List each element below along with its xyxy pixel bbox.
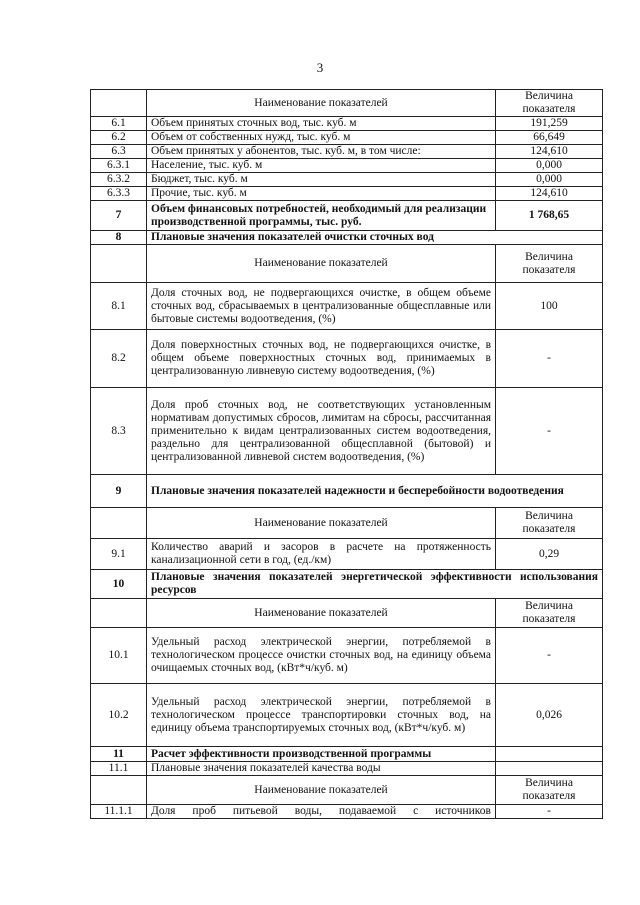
row-text: Доля проб сточных вод, не соответствующих установленным нормативам допустимых сбросов, лимитам на сбросы, рассчитанная применительно к видам централизованных систем водоотведения, раздельно для централизованной общесплавной (бытовой) и централизованной ливневой систем водоотведения, (%) bbox=[147, 388, 496, 475]
section-11-title-row bbox=[91, 747, 603, 762]
table-row bbox=[91, 131, 603, 145]
row-number: 6.3.2 bbox=[91, 173, 147, 187]
row-value: - bbox=[496, 628, 603, 684]
table-header-row bbox=[91, 776, 603, 805]
row-number: 6.3.1 bbox=[91, 159, 147, 173]
financial-needs-row bbox=[91, 201, 603, 231]
header-name: Наименование показателей bbox=[147, 776, 496, 805]
table-row bbox=[91, 159, 603, 173]
section-10-title-row bbox=[91, 570, 603, 599]
row-number: 11.1.1 bbox=[91, 805, 147, 819]
table-row bbox=[91, 684, 603, 747]
table-header-row bbox=[91, 599, 603, 628]
section-title: Плановые значения показателей энергетической эффективности использования ресурсов bbox=[147, 570, 603, 599]
section-number: 11 bbox=[91, 747, 147, 762]
header-value: Величина показателя bbox=[496, 776, 603, 805]
table-row bbox=[91, 283, 603, 330]
row-text: Доля поверхностных сточных вод, не подвергающихся очистке, в общем объеме поверхностных сточных вод, принимаемых в централизованную ливневую систему водоотведения, (%) bbox=[147, 330, 496, 388]
row-value: 191,259 bbox=[496, 117, 603, 131]
section-title: Плановые значения показателей надежности и бесперебойности водоотведения bbox=[147, 475, 603, 508]
row-value: 0,000 bbox=[496, 159, 603, 173]
row-number: 8.1 bbox=[91, 283, 147, 330]
row-text: Объем принятых у абонентов, тыс. куб. м, в том числе: bbox=[147, 145, 496, 159]
table-row bbox=[91, 173, 603, 187]
row-text: Объем финансовых потребностей, необходимый для реализации производственной программы, тыс. руб. bbox=[147, 201, 496, 231]
row-number: 9.1 bbox=[91, 539, 147, 570]
table-row bbox=[91, 145, 603, 159]
indicators-table bbox=[90, 89, 603, 819]
row-text: Объем от собственных нужд, тыс. куб. м bbox=[147, 131, 496, 145]
row-value: - bbox=[496, 805, 603, 819]
row-text: Удельный расход электрической энергии, потребляемой в технологическом процессе очистки сточных вод, на единицу объема очищаемых сточных вод, (кВт*ч/куб. м) bbox=[147, 628, 496, 684]
row-number: 10.2 bbox=[91, 684, 147, 747]
table-row bbox=[91, 805, 603, 819]
row-value: 124,610 bbox=[496, 145, 603, 159]
page-number: 3 bbox=[316, 60, 324, 75]
section-number: 10 bbox=[91, 570, 147, 599]
row-number: 7 bbox=[91, 201, 147, 231]
row-number: 6.3.3 bbox=[91, 187, 147, 201]
row-number: 6.1 bbox=[91, 117, 147, 131]
header-name: Наименование показателей bbox=[147, 90, 496, 117]
row-number: 8.3 bbox=[91, 388, 147, 475]
row-text: Прочие, тыс. куб. м bbox=[147, 187, 496, 201]
row-number: 6.3 bbox=[91, 145, 147, 159]
subsection-title: Плановые значения показателей качества воды bbox=[147, 762, 496, 776]
table-row bbox=[91, 628, 603, 684]
section-number: 9 bbox=[91, 475, 147, 508]
row-number: 8.2 bbox=[91, 330, 147, 388]
row-value: 66,649 bbox=[496, 131, 603, 145]
section-title: Расчет эффективности производственной программы bbox=[147, 747, 496, 762]
row-value: - bbox=[496, 330, 603, 388]
row-text: Удельный расход электрической энергии, потребляемой в технологическом процессе транспортировки сточных вод, на единицу объема транспортируемых сточных вод, (кВт*ч/куб. м) bbox=[147, 684, 496, 747]
table-row bbox=[91, 117, 603, 131]
subsection-number: 11.1 bbox=[91, 762, 147, 776]
table-header-row bbox=[91, 508, 603, 539]
section-9-title-row bbox=[91, 475, 603, 508]
section-title: Плановые значения показателей очистки сточных вод bbox=[147, 231, 603, 245]
row-number: 10.1 bbox=[91, 628, 147, 684]
header-name: Наименование показателей bbox=[147, 245, 496, 283]
row-value: 0,000 bbox=[496, 173, 603, 187]
row-number: 6.2 bbox=[91, 131, 147, 145]
section-8-title-row bbox=[91, 231, 603, 245]
header-name: Наименование показателей bbox=[147, 599, 496, 628]
row-value: - bbox=[496, 388, 603, 475]
section-number: 8 bbox=[91, 231, 147, 245]
table-row bbox=[91, 187, 603, 201]
row-value: 100 bbox=[496, 283, 603, 330]
header-value: Величина показателя bbox=[496, 508, 603, 539]
row-text: Объем принятых сточных вод, тыс. куб. м bbox=[147, 117, 496, 131]
table-row bbox=[91, 388, 603, 475]
row-text: Бюджет, тыс. куб. м bbox=[147, 173, 496, 187]
row-value: 1 768,65 bbox=[496, 201, 603, 231]
table-header-row bbox=[91, 245, 603, 283]
header-value: Величина показателя bbox=[496, 599, 603, 628]
row-text: Доля сточных вод, не подвергающихся очистке, в общем объеме сточных вод, сбрасываемых в централизованные общесплавные или бытовые системы водоотведения, (%) bbox=[147, 283, 496, 330]
header-value: Величина показателя bbox=[496, 90, 603, 117]
table-header-row bbox=[91, 90, 603, 117]
header-name: Наименование показателей bbox=[147, 508, 496, 539]
subsection-11-1-row bbox=[91, 762, 603, 776]
table-row bbox=[91, 330, 603, 388]
row-value: 0,29 bbox=[496, 539, 603, 570]
row-text: Население, тыс. куб. м bbox=[147, 159, 496, 173]
table-row bbox=[91, 539, 603, 570]
row-value: 124,610 bbox=[496, 187, 603, 201]
row-value: 0,026 bbox=[496, 684, 603, 747]
row-text: Количество аварий и засоров в расчете на протяженность канализационной сети в год, (ед./км) bbox=[147, 539, 496, 570]
row-text: Доля проб питьевой воды, подаваемой с источников bbox=[147, 805, 496, 819]
header-value: Величина показателя bbox=[496, 245, 603, 283]
